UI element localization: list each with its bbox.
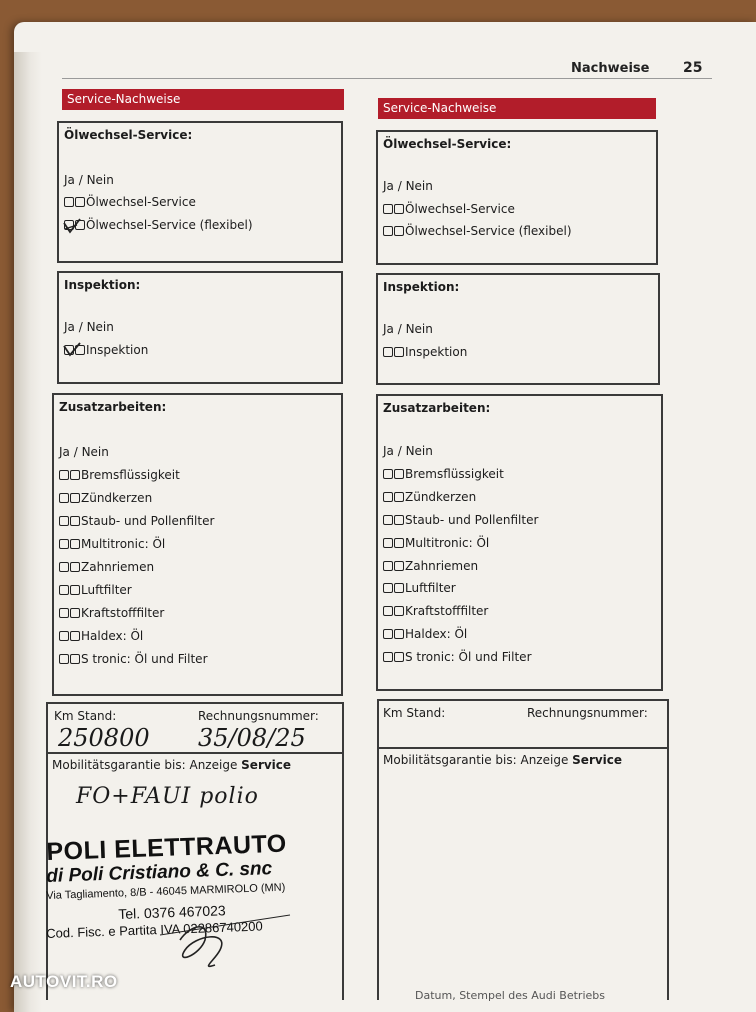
stamp-phone: Tel. 0376 467023 bbox=[118, 902, 226, 922]
invoice-label: Rechnungsnummer: bbox=[198, 709, 319, 723]
extra-item-label: Multitronic: Öl bbox=[405, 536, 490, 550]
page-header-title: Nachweise bbox=[571, 61, 650, 76]
checkbox-yes[interactable] bbox=[59, 539, 69, 549]
km-label: Km Stand: bbox=[383, 706, 446, 720]
extra-item-label: Luftfilter bbox=[405, 581, 456, 595]
footer-divider bbox=[48, 752, 342, 754]
km-label: Km Stand: bbox=[54, 709, 117, 723]
oil-title: Ölwechsel-Service: bbox=[383, 137, 512, 151]
inspection-item-label: Inspektion bbox=[405, 345, 468, 359]
checkbox-yes[interactable] bbox=[59, 631, 69, 641]
extra-item-row bbox=[383, 490, 476, 504]
handwritten-signature bbox=[150, 895, 300, 975]
handwritten-invoice-value: 35/08/25 bbox=[198, 724, 306, 752]
extra-item-label: Luftfilter bbox=[81, 583, 132, 597]
invoice-label: Rechnungsnummer: bbox=[527, 706, 648, 720]
stamp-owner: di Poli Cristiano & C. snc bbox=[46, 858, 273, 887]
watermark-logo: AUTOVIT.RO bbox=[10, 972, 118, 991]
checkbox-no[interactable] bbox=[394, 652, 404, 662]
extra-item-label: Staub- und Pollenfilter bbox=[81, 514, 215, 528]
oil-item-label: Ölwechsel-Service bbox=[405, 202, 515, 216]
inspection-yes-no: Ja / Nein bbox=[383, 322, 433, 336]
page-number: 25 bbox=[683, 60, 703, 76]
checkbox-yes[interactable] bbox=[59, 562, 69, 572]
mobility-row bbox=[383, 753, 622, 767]
oil-item-label: Ölwechsel-Service (flexibel) bbox=[405, 224, 572, 238]
mobility-label: Mobilitätsgarantie bis: Anzeige bbox=[383, 753, 569, 767]
extra-item-row bbox=[59, 560, 154, 574]
left-extra-box bbox=[52, 393, 343, 696]
extra-item-label: Haldex: Öl bbox=[405, 627, 468, 641]
checkbox-yes[interactable] bbox=[59, 608, 69, 618]
checkbox-no[interactable] bbox=[70, 470, 80, 480]
extra-item-row bbox=[59, 514, 214, 528]
extra-item-row bbox=[59, 468, 180, 482]
stamp-address: Via Tagliamento, 8/B - 46045 MARMIROLO (MN) bbox=[46, 881, 286, 902]
extra-item-label: Kraftstofffilter bbox=[405, 604, 489, 618]
right-inspection-box bbox=[376, 273, 660, 385]
checkbox-no[interactable] bbox=[394, 226, 404, 236]
extra-yes-no: Ja / Nein bbox=[59, 445, 109, 459]
checkbox-yes[interactable] bbox=[59, 493, 69, 503]
checkbox-no[interactable] bbox=[70, 539, 80, 549]
checkbox-yes[interactable] bbox=[383, 226, 393, 236]
handwritten-check-mark bbox=[61, 339, 83, 359]
checkbox-no[interactable] bbox=[394, 606, 404, 616]
handwritten-note: FO+FAUI polio bbox=[76, 784, 259, 809]
checkbox-no[interactable] bbox=[394, 469, 404, 479]
right-oil-box bbox=[376, 130, 658, 265]
extra-item-label: S tronic: Öl und Filter bbox=[81, 652, 208, 666]
checkbox-no[interactable] bbox=[75, 197, 85, 207]
left-inspection-box bbox=[57, 271, 343, 384]
oil-yes-no: Ja / Nein bbox=[383, 179, 433, 193]
inspection-title: Inspektion: bbox=[383, 280, 460, 294]
checkbox-yes[interactable] bbox=[383, 538, 393, 548]
checkbox-no[interactable] bbox=[70, 654, 80, 664]
left-section-title: Service-Nachweise bbox=[62, 89, 344, 110]
extra-item-label: S tronic: Öl und Filter bbox=[405, 650, 532, 664]
checkbox-yes[interactable] bbox=[383, 629, 393, 639]
handwritten-check-mark bbox=[61, 215, 83, 237]
extra-item-label: Zahnriemen bbox=[405, 559, 479, 573]
checkbox-no[interactable] bbox=[70, 631, 80, 641]
extra-item-row bbox=[59, 652, 208, 666]
oil-item-label: Ölwechsel-Service bbox=[86, 195, 196, 209]
extra-item-row bbox=[59, 537, 165, 551]
left-oil-box bbox=[57, 121, 343, 263]
mobility-label: Mobilitätsgarantie bis: Anzeige bbox=[52, 758, 238, 772]
oil-yes-no: Ja / Nein bbox=[64, 173, 114, 187]
checkbox-yes[interactable] bbox=[383, 347, 393, 357]
checkbox-yes[interactable] bbox=[383, 492, 393, 502]
inspection-item-row bbox=[383, 345, 467, 359]
checkbox-no[interactable] bbox=[394, 629, 404, 639]
extra-item-row bbox=[383, 604, 488, 618]
checkbox-yes[interactable] bbox=[383, 652, 393, 662]
extra-item-label: Bremsflüssigkeit bbox=[405, 467, 504, 481]
mobility-row bbox=[52, 758, 291, 772]
inspection-yes-no: Ja / Nein bbox=[64, 320, 114, 334]
extra-item-label: Zündkerzen bbox=[81, 491, 153, 505]
extra-item-label: Zündkerzen bbox=[405, 490, 477, 504]
checkbox-no[interactable] bbox=[394, 538, 404, 548]
right-footer-box bbox=[377, 699, 669, 1000]
checkbox-no[interactable] bbox=[394, 347, 404, 357]
extra-item-row bbox=[59, 491, 152, 505]
checkbox-yes[interactable] bbox=[59, 516, 69, 526]
extra-item-label: Bremsflüssigkeit bbox=[81, 468, 180, 482]
extra-item-row bbox=[383, 513, 538, 527]
oil-item-row bbox=[64, 218, 253, 232]
checkbox-yes[interactable] bbox=[383, 606, 393, 616]
extra-item-label: Zahnriemen bbox=[81, 560, 155, 574]
extra-item-row bbox=[383, 559, 478, 573]
extra-item-label: Haldex: Öl bbox=[81, 629, 144, 643]
checkbox-yes[interactable] bbox=[59, 654, 69, 664]
checkbox-no[interactable] bbox=[394, 561, 404, 571]
right-section-title: Service-Nachweise bbox=[378, 98, 656, 119]
mobility-bold: Service bbox=[572, 753, 623, 767]
mobility-bold: Service bbox=[241, 758, 292, 772]
checkbox-no[interactable] bbox=[394, 583, 404, 593]
checkbox-yes[interactable] bbox=[383, 561, 393, 571]
checkbox-yes[interactable] bbox=[383, 469, 393, 479]
right-extra-box bbox=[376, 394, 663, 691]
checkbox-no[interactable] bbox=[394, 204, 404, 214]
checkbox-yes[interactable] bbox=[59, 470, 69, 480]
checkbox-yes[interactable] bbox=[383, 515, 393, 525]
checkbox-no[interactable] bbox=[70, 493, 80, 503]
checkbox-yes[interactable] bbox=[59, 585, 69, 595]
inspection-item-label: Inspektion bbox=[86, 343, 149, 357]
checkbox-no[interactable] bbox=[70, 562, 80, 572]
extra-yes-no: Ja / Nein bbox=[383, 444, 433, 458]
checkbox-yes[interactable] bbox=[64, 197, 74, 207]
oil-item-row bbox=[383, 202, 515, 216]
stamp-company-name: POLI ELETTRAUTO bbox=[46, 829, 288, 866]
handwritten-km-value: 250800 bbox=[58, 724, 150, 752]
checkbox-no[interactable] bbox=[394, 515, 404, 525]
extra-item-row bbox=[59, 583, 132, 597]
oil-item-row bbox=[383, 224, 572, 238]
extra-item-label: Staub- und Pollenfilter bbox=[405, 513, 539, 527]
oil-item-label: Ölwechsel-Service (flexibel) bbox=[86, 218, 253, 232]
header-divider bbox=[62, 78, 712, 79]
extra-title: Zusatzarbeiten: bbox=[383, 401, 491, 415]
page-spine bbox=[14, 52, 42, 1012]
footer-divider bbox=[379, 747, 667, 749]
stamp-tax-id: Cod. Fisc. e Partita IVA 02286740200 bbox=[46, 918, 263, 941]
dealer-stamp-note: Datum, Stempel des Audi Betriebs bbox=[415, 989, 605, 1002]
extra-item-row bbox=[383, 627, 467, 641]
oil-title: Ölwechsel-Service: bbox=[64, 128, 193, 142]
extra-item-label: Multitronic: Öl bbox=[81, 537, 166, 551]
extra-item-row bbox=[383, 536, 489, 550]
extra-title: Zusatzarbeiten: bbox=[59, 400, 167, 414]
extra-item-label: Kraftstofffilter bbox=[81, 606, 165, 620]
checkbox-no[interactable] bbox=[70, 608, 80, 618]
extra-item-row bbox=[383, 650, 532, 664]
checkbox-no[interactable] bbox=[70, 516, 80, 526]
extra-item-row bbox=[383, 467, 504, 481]
checkbox-no[interactable] bbox=[394, 492, 404, 502]
extra-item-row bbox=[59, 629, 143, 643]
checkbox-yes[interactable] bbox=[383, 204, 393, 214]
oil-item-row bbox=[64, 195, 196, 209]
inspection-title: Inspektion: bbox=[64, 278, 141, 292]
checkbox-yes[interactable] bbox=[383, 583, 393, 593]
checkbox-no[interactable] bbox=[70, 585, 80, 595]
extra-item-row bbox=[383, 581, 456, 595]
extra-item-row bbox=[59, 606, 164, 620]
